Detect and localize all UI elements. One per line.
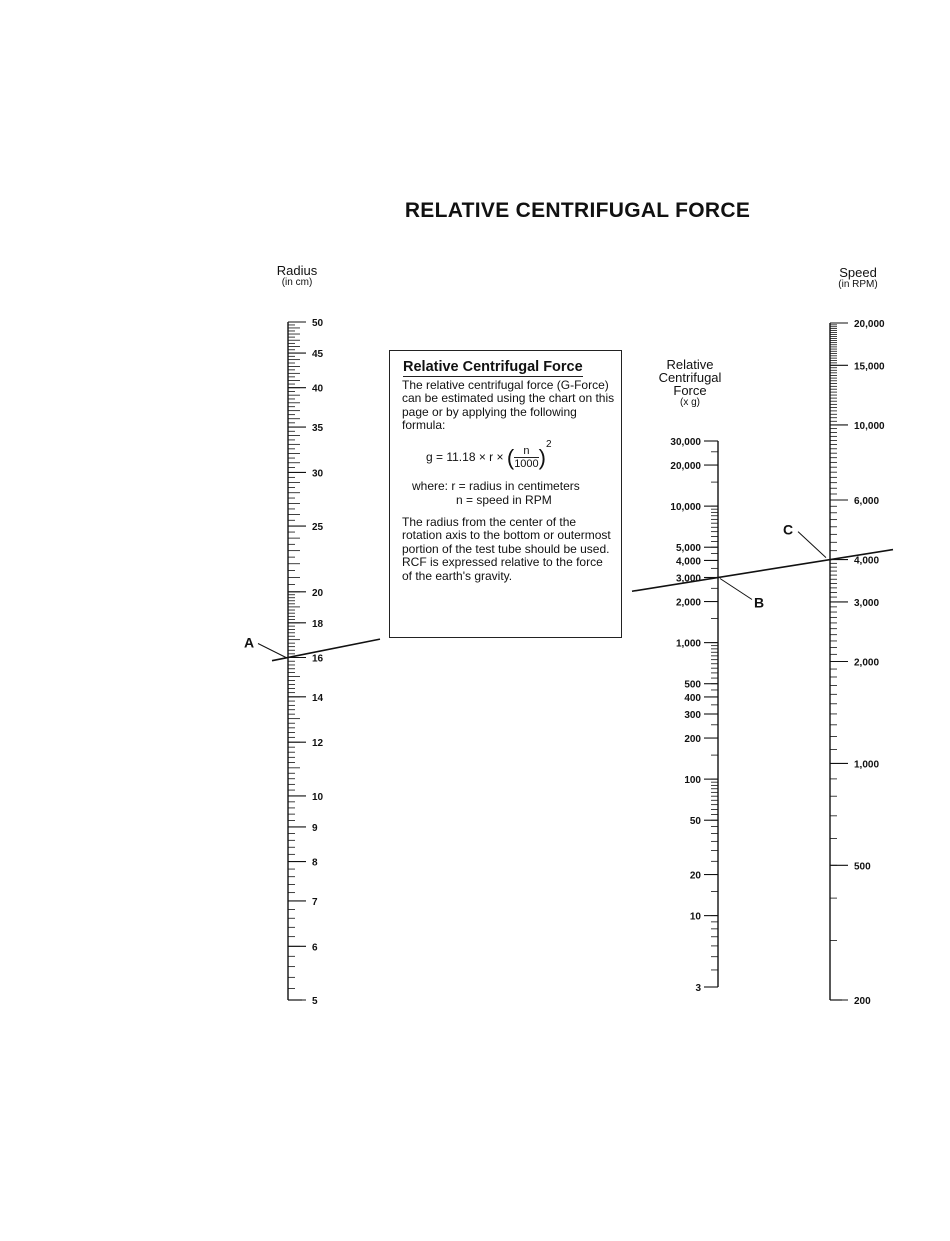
rcf-tick-label: 100 — [684, 775, 701, 787]
speed-tick-label: 3,000 — [854, 597, 880, 609]
point-c-leader — [798, 532, 826, 558]
formula-close-paren: ) — [538, 444, 546, 470]
rcf-tick-label: 20 — [689, 870, 701, 882]
radius-tick-label: 35 — [312, 423, 324, 435]
radius-tick-label: 16 — [312, 653, 324, 665]
rcf-tick-label: 300 — [684, 710, 701, 721]
radius-tick-label: 12 — [312, 738, 324, 750]
radius-tick-label: 45 — [312, 349, 324, 361]
info-box-heading: Relative Centrifugal Force — [403, 359, 583, 375]
radius-tick-label: 10 — [312, 791, 324, 803]
rcf-tick-label: 2,000 — [675, 597, 701, 609]
info-box-intro: The relative centrifugal force (G-Force) can be estimated using the chart on this page or by applying the following formula: — [402, 378, 615, 433]
point-b-leader — [720, 579, 752, 600]
rcf-axis-title-line-1: Relative — [666, 357, 714, 372]
speed-tick-label: 4,000 — [854, 555, 880, 567]
speed-tick-label: 6,000 — [854, 495, 880, 507]
formula-open-paren: ( — [506, 444, 515, 470]
where-r: where: r = radius in centimeters — [412, 479, 580, 493]
speed-tick-label: 15,000 — [854, 361, 885, 373]
rcf-tick-label: 3,000 — [675, 573, 701, 585]
point-b-label: B — [754, 594, 765, 611]
rcf-tick-label: 3 — [695, 983, 701, 994]
radius-axis-unit: (in cm) — [281, 277, 313, 288]
radius-tick-label: 6 — [312, 942, 318, 954]
example-line-bc — [632, 550, 893, 592]
radius-tick-label: 9 — [312, 822, 318, 834]
radius-tick-label: 20 — [312, 587, 324, 599]
point-a-label: A — [244, 634, 255, 651]
speed-tick-label: 1,000 — [854, 759, 880, 771]
speed-axis-unit: (in RPM) — [838, 279, 878, 290]
rcf-tick-label: 400 — [684, 692, 701, 704]
radius-tick-label: 50 — [312, 318, 324, 329]
rcf-tick-label: 30,000 — [670, 437, 701, 448]
speed-tick-label: 200 — [854, 996, 871, 1007]
rcf-tick-label: 20,000 — [670, 461, 701, 473]
speed-tick-label: 20,000 — [854, 319, 885, 330]
radius-tick-label: 30 — [312, 468, 324, 480]
radius-tick-label: 40 — [312, 383, 324, 395]
point-a-leader — [258, 644, 286, 658]
rcf-axis-unit: (x g) — [680, 397, 700, 408]
speed-tick-label: 500 — [854, 861, 871, 873]
rcf-axis-title-line-3: Force — [673, 383, 707, 398]
formula-exponent: 2 — [546, 439, 552, 450]
formula-denominator: 1000 — [514, 458, 539, 471]
where-n: n = speed in RPM — [456, 493, 552, 507]
radius-tick-label: 7 — [312, 896, 318, 908]
radius-tick-label: 18 — [312, 618, 324, 630]
rcf-tick-label: 200 — [684, 734, 701, 746]
rcf-tick-label: 10 — [689, 911, 701, 923]
radius-tick-label: 25 — [312, 522, 324, 534]
rcf-tick-label: 500 — [684, 679, 701, 691]
speed-tick-label: 2,000 — [854, 657, 880, 669]
rcf-tick-label: 4,000 — [675, 556, 701, 568]
formula-numerator: n — [514, 445, 538, 458]
rcf-tick-label: 1,000 — [675, 638, 701, 650]
rcf-tick-label: 5,000 — [675, 543, 701, 555]
point-c-label: C — [783, 521, 794, 538]
rcf-axis-title-line-2: Centrifugal — [658, 370, 722, 385]
rcf-tick-label: 10,000 — [670, 502, 701, 514]
radius-axis-title: Radius — [276, 263, 318, 278]
speed-axis-title: Speed — [839, 265, 877, 280]
radius-tick-label: 8 — [312, 857, 318, 869]
radius-tick-label: 14 — [312, 692, 324, 704]
rcf-tick-label: 50 — [689, 816, 701, 828]
speed-tick-label: 10,000 — [854, 420, 885, 432]
page-title: RELATIVE CENTRIFUGAL FORCE — [404, 199, 751, 222]
info-box-note: The radius from the center of the rotation axis to the bottom or outermost portion of the test tube should be used. RCF is expressed relative to the force of the earth's gravity. — [402, 515, 611, 583]
formula-prefix: g = 11.18 × r × — [426, 450, 504, 464]
radius-tick-label: 5 — [312, 996, 318, 1007]
